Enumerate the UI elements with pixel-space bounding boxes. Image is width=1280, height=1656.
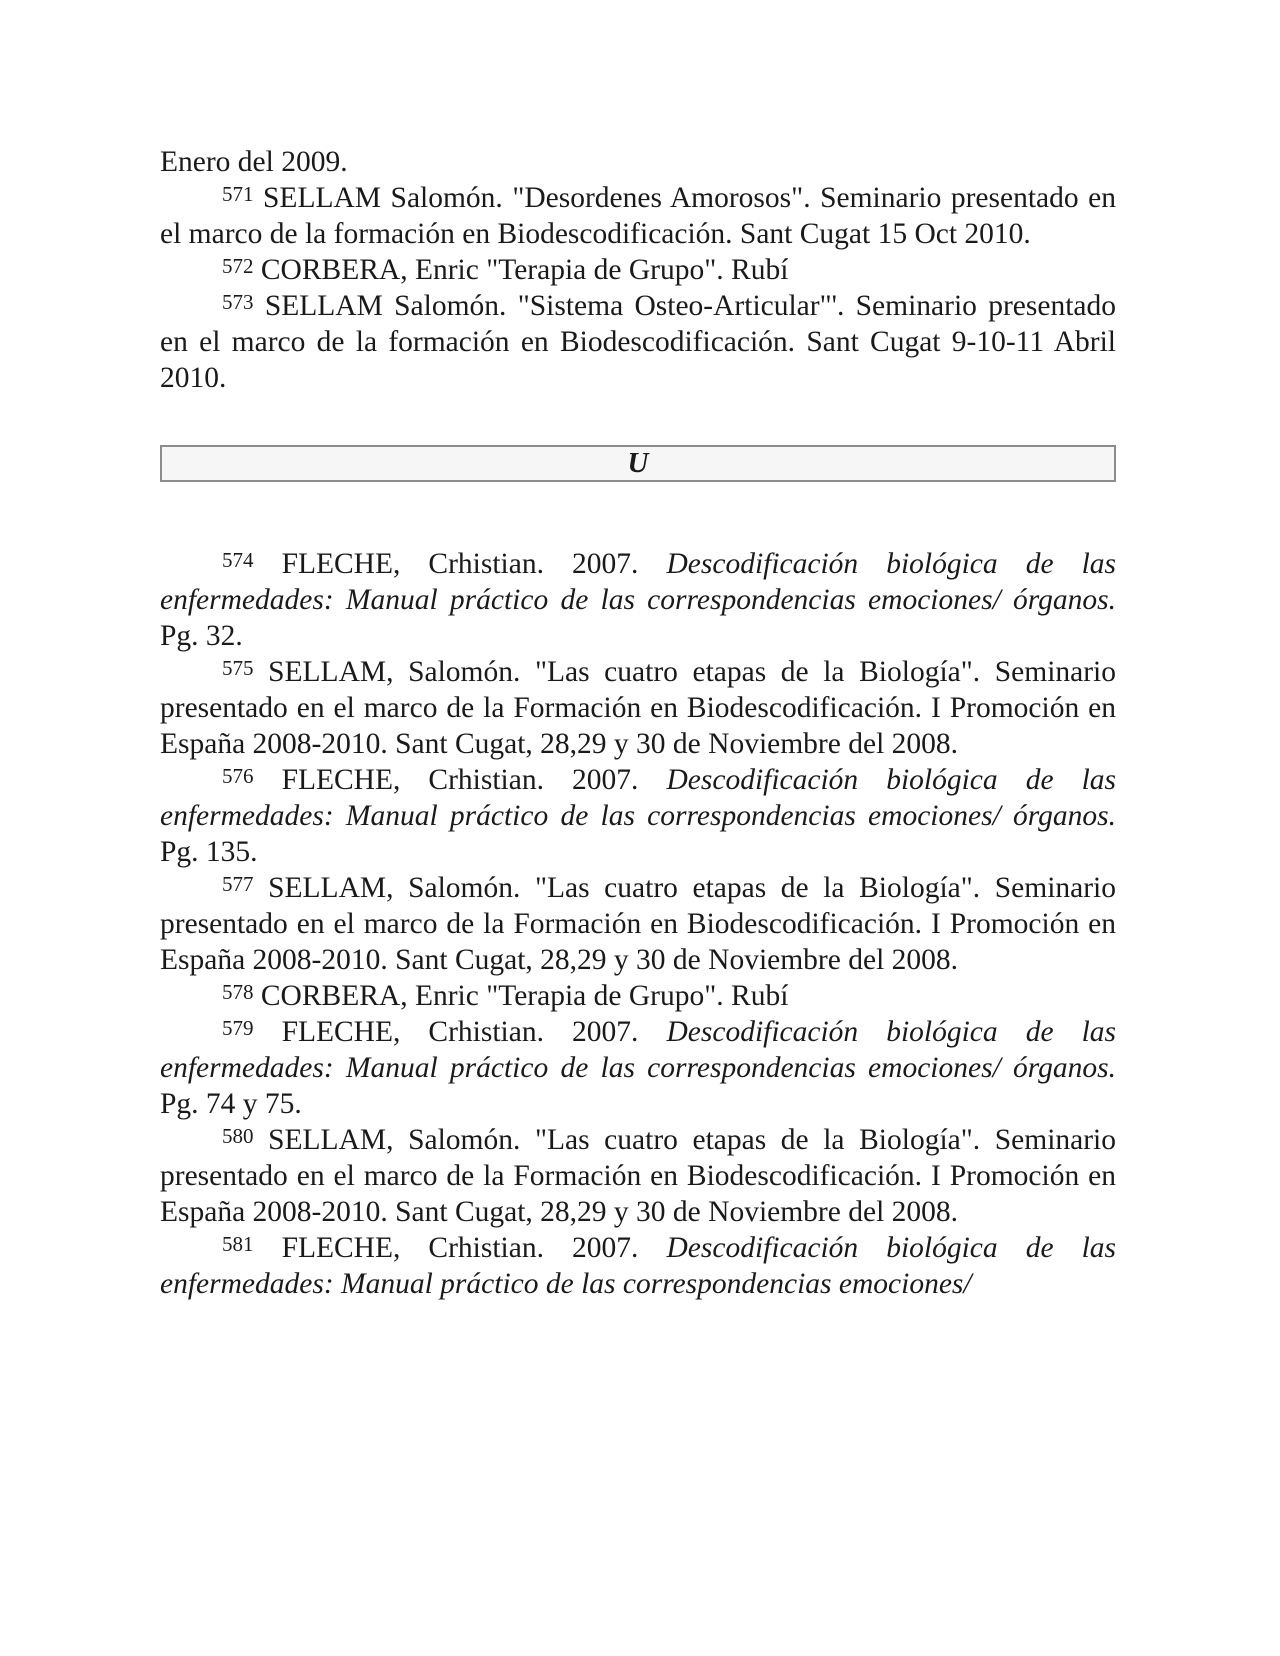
footnote-text: FLECHE, Crhistian. 2007. — [281, 548, 639, 580]
footnote-580 — [160, 1122, 1116, 1230]
footnote-number: 573 — [222, 290, 254, 314]
footnote-571 — [160, 180, 1116, 252]
section-letter: U — [627, 447, 649, 479]
footnote-text: SELLAM Salomón. "Sistema Osteo-Articular"'. Seminario presentado en el marco de la formación en Biodescodificación. Sant Cugat 9-10-11 Abril 2010. — [160, 290, 1116, 394]
footnote-page: Pg. 74 y 75. — [160, 1088, 302, 1120]
footnote-number: 576 — [222, 764, 254, 788]
section-letter-box — [160, 445, 1116, 482]
footnote-number: 571 — [222, 182, 254, 206]
footnote-number: 581 — [222, 1232, 254, 1256]
footnote-text: CORBERA, Enric "Terapia de Grupo". Rubí — [260, 254, 789, 286]
footnote-number: 577 — [222, 872, 254, 896]
footnote-581 — [160, 1230, 1116, 1302]
footnote-text: SELLAM, Salomón. "Las cuatro etapas de la Biología". Seminario presentado en el marco de la Formación en Biodescodificación. I Promoción en España 2008-2010. Sant Cugat, 28,29 y 30 de Noviembre del 2008. — [160, 656, 1117, 760]
footnote-book-title: Descodificación biológica de las enfermedades: Manual práctico de las correspondencias emociones/ órganos. — [160, 1016, 1117, 1084]
footnote-573 — [160, 288, 1116, 396]
footnote-book-title: Descodificación biológica de las enfermedades: Manual práctico de las correspondencias emociones/ — [160, 1232, 1117, 1300]
footnote-page: Pg. 135. — [160, 836, 258, 868]
footnote-579 — [160, 1014, 1116, 1122]
footnote-book-title: Descodificación biológica de las enfermedades: Manual práctico de las correspondencias emociones/ órganos. — [160, 548, 1117, 616]
footnote-text: FLECHE, Crhistian. 2007. — [281, 764, 639, 796]
footnote-text: SELLAM, Salomón. "Las cuatro etapas de la Biología". Seminario presentado en el marco de la Formación en Biodescodificación. I Promoción en España 2008-2010. Sant Cugat, 28,29 y 30 de Noviembre del 2008. — [160, 872, 1117, 976]
footnote-number: 572 — [222, 254, 254, 278]
footnote-577 — [160, 870, 1116, 978]
footnote-number: 578 — [222, 980, 254, 1004]
footnote-number: 580 — [222, 1124, 254, 1148]
footnote-text: SELLAM, Salomón. "Las cuatro etapas de la Biología". Seminario presentado en el marco de la Formación en Biodescodificación. I Promoción en España 2008-2010. Sant Cugat, 28,29 y 30 de Noviembre del 2008. — [160, 1124, 1117, 1228]
footnote-continuation: Enero del 2009. — [160, 146, 348, 178]
footnote-572 — [160, 252, 1116, 288]
footnote-text: CORBERA, Enric "Terapia de Grupo". Rubí — [260, 980, 789, 1012]
footnote-book-title: Descodificación biológica de las enfermedades: Manual práctico de las correspondencias emociones/ órganos. — [160, 764, 1117, 832]
footnote-text: SELLAM Salomón. "Desordenes Amorosos". Seminario presentado en el marco de la formación en Biodescodificación. Sant Cugat 15 Oct 2010. — [160, 182, 1116, 250]
footnote-number: 575 — [222, 656, 254, 680]
footnote-page: Pg. 32. — [160, 620, 243, 652]
footnote-text: FLECHE, Crhistian. 2007. — [281, 1232, 639, 1264]
footnote-number: 574 — [222, 548, 254, 572]
footnote-574 — [160, 546, 1116, 654]
footnote-575 — [160, 654, 1116, 762]
footnote-number: 579 — [222, 1016, 254, 1040]
footnote-578 — [160, 978, 1116, 1014]
footnote-text: FLECHE, Crhistian. 2007. — [281, 1016, 639, 1048]
footnote-576 — [160, 762, 1116, 870]
